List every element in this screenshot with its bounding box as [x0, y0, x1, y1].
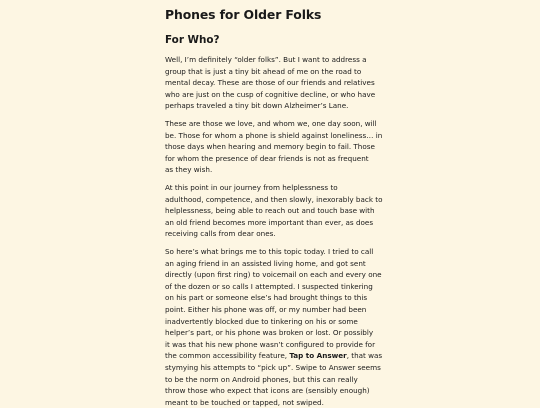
paragraph-line: stymying his attempts to “pick up”. Swipe to Answer seems	[165, 362, 381, 372]
paragraph-line: for whom the presence of dear friends is not as frequent	[165, 153, 369, 163]
paragraph-line: on his part or someone else’s had brought things to this	[165, 293, 368, 303]
paragraph-line: an aging friend in an assisted living home, and got sent	[165, 258, 366, 268]
paragraph-line: point. Either his phone was off, or my number had been	[165, 304, 367, 314]
paragraph-line: adulthood, competence, and then slowly, inexorably back to	[165, 194, 383, 204]
paragraph-line: mental decay. These are those of our friends and relatives	[165, 78, 375, 88]
paragraph-line: of the dozen or so calls I attempted. I suspected tinkering	[165, 281, 373, 291]
paragraph-line: At this point in our journey from helplessness to	[165, 183, 338, 192]
article-title: Phones for Older Folks	[165, 7, 322, 22]
paragraph-line: helplessness, being able to reach out and touch base with	[165, 206, 375, 216]
paragraph-line: meant to be touched or tapped, not swiped.	[165, 397, 324, 407]
paragraph-3	[165, 182, 413, 240]
paragraph-line: receiving calls from dear ones.	[165, 229, 276, 239]
paragraph-line: directly (upon first ring) to voicemail on each and every one	[165, 270, 382, 280]
tap-to-answer-emphasis: Tap to Answer	[289, 351, 347, 361]
paragraph-line: as they wish.	[165, 165, 213, 175]
paragraph-line: who are just on the cusp of cognitive decline, or who have	[165, 89, 376, 99]
paragraph-1	[165, 54, 413, 112]
paragraph-2	[165, 118, 413, 176]
paragraph-line: be. Those for whom a phone is shield against loneliness… in	[165, 130, 383, 140]
paragraph-4	[165, 246, 413, 408]
paragraph-line: group that is just a tiny bit ahead of me on the road to	[165, 66, 362, 76]
paragraph-line: an old friend becomes more important than ever, as does	[165, 217, 374, 227]
paragraph-line: to be the norm on Android phones, but this can really	[165, 374, 358, 384]
paragraph-line: helper’s part, or his phone was broken or lost. Or possibly	[165, 328, 374, 338]
paragraph-line: perhaps traveled a tiny bit down Alzheimer’s Lane.	[165, 101, 349, 111]
paragraph-line-with-bold	[165, 350, 413, 362]
paragraph-line: Well, I’m definitely “older folks”. But I want to address a	[165, 55, 367, 64]
paragraph-line: These are those we love, and whom we, one day soon, will	[165, 119, 377, 128]
text-run: the common accessibility feature,	[165, 351, 290, 361]
paragraph-line: it was that his new phone wasn’t configured to provide for	[165, 339, 376, 349]
paragraph-line: So here’s what brings me to this topic today. I tried to call	[165, 247, 374, 256]
text-run: , that was	[346, 351, 383, 361]
section-heading: For Who?	[165, 34, 220, 46]
paragraph-line: throw those who expect that icons are (sensibly enough)	[165, 386, 370, 396]
paragraph-line: inadvertently blocked due to tinkering on his or some	[165, 316, 358, 326]
paragraph-line: those days when hearing and memory begin to fail. Those	[165, 142, 375, 152]
